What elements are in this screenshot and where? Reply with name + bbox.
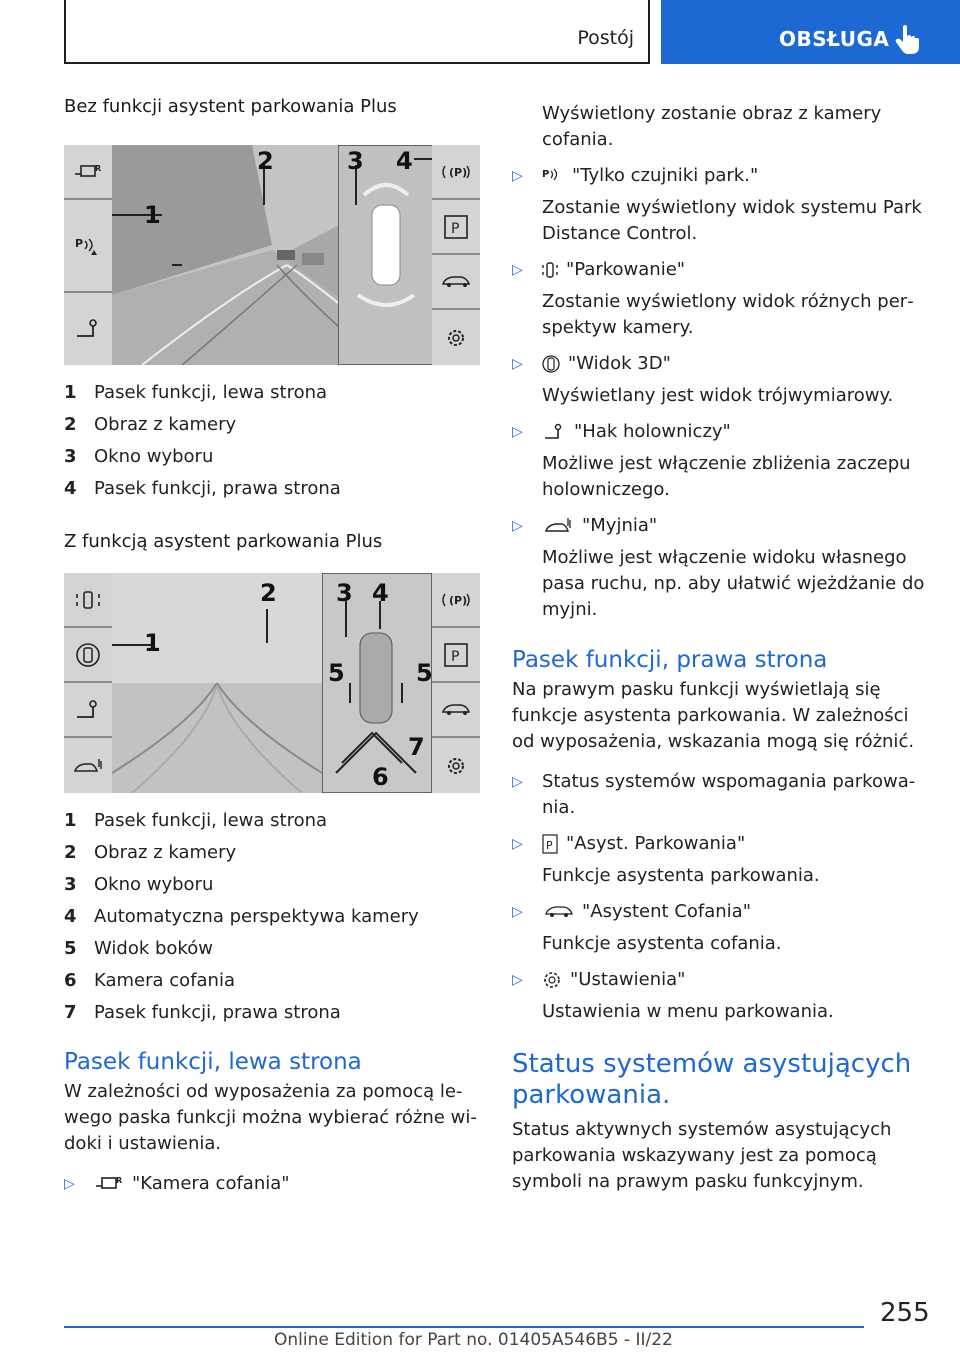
svg-text:R: R <box>95 163 102 173</box>
parking-assistant-icon <box>432 628 480 683</box>
svg-text:(P): (P) <box>449 593 468 607</box>
figure1-selection-window <box>338 145 434 365</box>
footer-edition: Online Edition for Part no. 01405A546B5 - II/22 <box>274 1330 673 1350</box>
figure2-label-7: 7 <box>408 733 425 761</box>
bullet-tow-hitch: ▷ "Hak holowniczy" Możliwe jest włączenie zbliżenia zaczepu holowniczego. <box>512 421 911 500</box>
tow-hitch-icon <box>542 422 566 442</box>
figure2-right-function-bar <box>432 573 480 793</box>
continued-text: Wyświetlony zostanie obraz z kamery cofania. <box>542 103 882 150</box>
figure1-caption: Bez funkcji asystent parkowania Plus <box>64 96 397 117</box>
reversing-assistant-icon <box>542 902 574 922</box>
legend-item: 2 Obraz z kamery <box>64 842 237 863</box>
svg-text:(P): (P) <box>449 165 468 179</box>
parking-assistant-icon <box>542 834 558 854</box>
settings-icon <box>542 970 562 990</box>
figure2-camera-image <box>112 573 322 793</box>
pointing-hand-icon <box>895 24 921 54</box>
car-wash-icon <box>64 738 112 793</box>
header-section-title: Postój <box>577 27 634 49</box>
rear-camera-icon <box>64 145 112 200</box>
svg-text:P: P <box>451 648 460 665</box>
left-column <box>64 94 480 1197</box>
legend-item: 2 Obraz z kamery <box>64 414 237 435</box>
figure2-left-function-bar <box>64 573 112 793</box>
figure2-camera-view <box>64 573 480 793</box>
tow-hitch-icon <box>64 683 112 738</box>
bullet-parking-assistant: ▷ P "Asyst. Parkowania" Funkcje asystenta parkowania. <box>512 833 820 886</box>
legend-item: 6 Kamera cofania <box>64 970 235 991</box>
figure2-label-3: 3 <box>336 579 353 607</box>
figure2-label-4: 4 <box>372 579 389 607</box>
status-systems-heading: Status systemów asystujących parkowania. <box>512 1049 912 1110</box>
header-chapter-tab <box>661 0 960 64</box>
reversing-assistant-icon <box>432 683 480 738</box>
figure1-camera-view <box>64 145 480 365</box>
bullet-reversing-assistant: ▷ "Asystent Cofania" Funkcje asystenta cofania. <box>512 901 782 954</box>
settings-icon <box>432 310 480 365</box>
figure2-label-5-right: 5 <box>416 659 433 687</box>
park-sensors-icon <box>64 200 112 293</box>
figure1-label-4: 4 <box>396 147 413 175</box>
legend-item: 4 Automatyczna perspektywa kamery <box>64 906 419 927</box>
figure2-label-6: 6 <box>372 763 389 791</box>
park-assist-status-icon <box>432 145 480 200</box>
view-3d-icon <box>542 354 560 374</box>
figure1-label-1: 1 <box>144 201 161 229</box>
legend-item: 3 Okno wyboru <box>64 874 214 895</box>
header-chapter-title: OBSŁUGA <box>779 27 890 51</box>
view-3d-icon <box>64 628 112 683</box>
bullet-car-wash: ▷ "Myjnia" Możliwe jest włączenie widoku własnego pasa ruchu, np. aby ułatwić wjeżdżanie do myjni. <box>512 515 925 620</box>
legend-item: 7 Pasek funkcji, prawa strona <box>64 1002 341 1023</box>
figure2-legend <box>64 805 480 1029</box>
figure2-label-5-left: 5 <box>328 659 345 687</box>
status-systems-paragraph: Status aktywnych systemów asystujących parkowania wskazywany jest za pomocą symboli na prawym pasku funkcyjnym. <box>512 1119 892 1192</box>
reversing-assistant-icon <box>432 255 480 310</box>
park-sensors-icon <box>542 166 564 186</box>
figure2-label-2: 2 <box>260 579 277 607</box>
legend-item: 4 Pasek funkcji, prawa strona <box>64 478 341 499</box>
legend-item: 3 Okno wyboru <box>64 446 214 467</box>
legend-item: 5 Widok boków <box>64 938 213 959</box>
svg-text:R: R <box>116 1176 123 1185</box>
right-function-bar-paragraph: Na prawym pasku funkcji wyświetlają się funkcje asystenta parkowania. W zależności od wyposażenia, wskazania mogą się różnić. <box>512 679 915 752</box>
bullet-park-sensors: ▷ P "Tylko czujniki park." Zostanie wyświetlony widok systemu Park Distance Control. <box>512 165 922 244</box>
parking-assistant-icon <box>432 200 480 255</box>
bullet-3d-view: ▷ "Widok 3D" Wyświetlany jest widok trójwymiarowy. <box>512 353 894 406</box>
right-column <box>512 101 928 1195</box>
svg-text:P: P <box>75 236 84 250</box>
bullet-parking: ▷ "Parkowanie" Zostanie wyświetlony widok różnych perspektyw kamery. <box>512 259 914 338</box>
surround-view-icon <box>64 573 112 628</box>
bullet-settings: ▷ "Ustawienia" Ustawienia w menu parkowania. <box>512 969 834 1022</box>
legend-item: 1 Pasek funkcji, lewa strona <box>64 382 328 403</box>
footer-divider <box>64 1326 864 1328</box>
bullet-park-status: ▷ Status systemów wspomagania parkowania. <box>512 771 916 818</box>
settings-icon <box>432 738 480 793</box>
svg-text:P: P <box>546 839 553 852</box>
rear-camera-icon <box>94 1174 124 1194</box>
legend-item: 1 Pasek funkcji, lewa strona <box>64 810 328 831</box>
tow-hitch-icon <box>64 293 112 365</box>
figure2-caption: Z funkcją asystent parkowania Plus <box>64 531 383 552</box>
park-assist-status-icon <box>432 573 480 628</box>
right-function-bar-heading: Pasek funkcji, prawa strona <box>512 647 828 673</box>
figure1-legend <box>64 377 480 505</box>
car-wash-icon <box>542 515 574 537</box>
bullet-triangle-icon: ▷ <box>64 1176 75 1192</box>
parking-view-icon <box>542 260 558 280</box>
page-number: 255 <box>880 1298 930 1328</box>
svg-text:P: P <box>451 220 460 237</box>
figure1-label-3: 3 <box>347 147 364 175</box>
header-section-box <box>64 0 650 64</box>
left-function-bar-paragraph: W zależności od wyposażenia za pomocą lewego paska funkcji można wybierać różne widoki i ustawienia. <box>64 1081 477 1154</box>
svg-text:P: P <box>542 169 550 180</box>
figure1-label-2: 2 <box>257 147 274 175</box>
left-function-bar-heading: Pasek funkcji, lewa strona <box>64 1049 362 1075</box>
figure2-label-1: 1 <box>144 629 161 657</box>
figure1-right-function-bar <box>432 145 480 365</box>
bullet-rear-camera: ▷ R "Kamera cofania" <box>64 1171 480 1197</box>
figure1-left-function-bar <box>64 145 112 365</box>
